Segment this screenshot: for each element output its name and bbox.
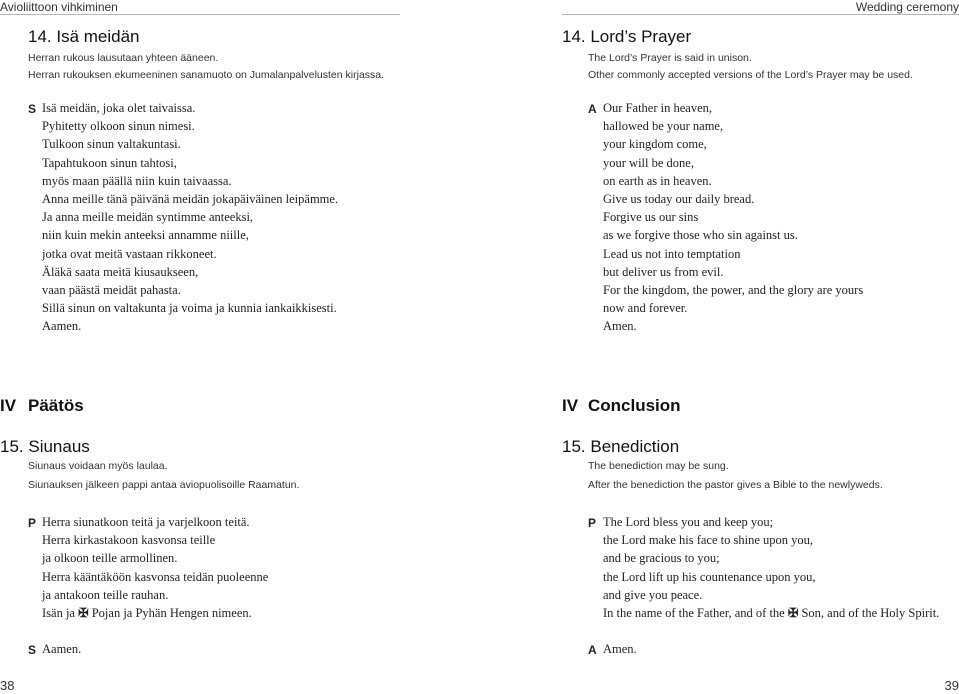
prayer-line: Tapahtukoon sinun tahtosi, — [42, 155, 177, 170]
benediction-line: ja olkoon teille armollinen. — [42, 551, 178, 566]
prayer-line: Sillä sinun on valtakunta ja voima ja kunnia iankaikkisesti. — [42, 301, 337, 316]
right-page — [480, 0, 959, 694]
rubric: The Lord’s Prayer is said in unison. — [588, 52, 752, 64]
part-title: Conclusion — [588, 396, 681, 415]
speaker-role: P — [588, 516, 597, 530]
running-header-left: Avioliittoon vihkiminen — [0, 0, 118, 14]
rubric: After the benediction the pastor gives a Bible to the newlyweds. — [588, 479, 883, 491]
benediction-text — [603, 513, 939, 622]
rubric: Herran rukouksen ekumeeninen sanamuoto on Jumalanpalvelusten kirjassa. — [28, 69, 385, 81]
cross-icon: ✠ — [787, 606, 799, 621]
prayer-line: jotka ovat meitä vastaan rikkoneet. — [42, 246, 217, 261]
part-title: Päätös — [28, 396, 84, 415]
cross-icon: ✠ — [78, 606, 89, 621]
response-text: Amen. — [603, 642, 637, 656]
line-part: In the name of the Father, and of the — [603, 606, 785, 621]
speaker-role: P — [28, 516, 37, 530]
prayer-line: your will be done, — [603, 155, 694, 170]
prayer-line: now and forever. — [603, 301, 688, 316]
section-title: 14. Isä meidän — [28, 27, 140, 46]
rubric: Other commonly accepted versions of the Lord’s Prayer may be used. — [588, 69, 913, 81]
prayer-line: hallowed be your name, — [603, 119, 724, 134]
prayer-line: Forgive us our sins — [603, 210, 699, 225]
benediction-line: Herra kääntäköön kasvonsa teidän puoleenne — [42, 569, 269, 584]
prayer-line: Our Father in heaven, — [603, 101, 712, 115]
benediction-line-trinitarian — [42, 604, 268, 622]
speaker-role: S — [28, 643, 37, 657]
prayer-line: myös maan päällä niin kuin taivaassa. — [42, 173, 232, 188]
prayer-line: as we forgive those who sin against us. — [603, 228, 798, 243]
benediction-line: and be gracious to you; — [603, 551, 720, 566]
prayer-line: niin kuin mekin anteeksi annamme niille, — [42, 228, 249, 243]
prayer-line: Anna meille tänä päivänä meidän jokapäiväinen leipämme. — [42, 192, 339, 207]
section-title: 14. Lord’s Prayer — [562, 27, 692, 46]
rubric: Herran rukous lausutaan yhteen ääneen. — [28, 52, 219, 64]
part-numeral: IV — [0, 396, 17, 415]
benediction-line: the Lord make his face to shine upon you, — [603, 533, 814, 548]
speaker-role: A — [588, 643, 597, 657]
rubric: The benediction may be sung. — [588, 460, 729, 472]
page-number: 38 — [0, 678, 15, 693]
prayer-line: Äläkä saata meitä kiusaukseen, — [42, 264, 199, 279]
page-number: 39 — [944, 678, 959, 693]
prayer-line: Isä meidän, joka olet taivaissa. — [42, 101, 196, 115]
running-header-right: Wedding ceremony — [855, 0, 959, 14]
speaker-role: A — [588, 102, 597, 116]
prayer-line: Amen. — [603, 319, 637, 334]
benediction-line: the Lord lift up his countenance upon you, — [603, 569, 816, 584]
benediction-line: Herra kirkastakoon kasvonsa teille — [42, 533, 216, 548]
line-part: Son, and of the Holy Spirit. — [801, 606, 940, 621]
prayer-line: Lead us not into temptation — [603, 246, 741, 261]
benediction-line: Herra siunatkoon teitä ja varjelkoon teitä. — [42, 515, 250, 529]
benediction-line: ja antakoon teille rauhan. — [42, 587, 169, 602]
section-title: 15. Siunaus — [0, 437, 90, 456]
prayer-line: your kingdom come, — [603, 137, 707, 152]
prayer-line: Aamen. — [42, 319, 82, 334]
prayer-line: Pyhitetty olkoon sinun nimesi. — [42, 119, 195, 134]
section-title: 15. Benediction — [562, 437, 680, 456]
benediction-text — [42, 513, 268, 622]
benediction-line: and give you peace. — [603, 587, 703, 602]
prayer-line: vaan päästä meidät pahasta. — [42, 283, 181, 298]
benediction-line-trinitarian — [603, 604, 939, 622]
prayer-line: For the kingdom, the power, and the glory are yours — [603, 283, 864, 298]
prayer-line: but deliver us from evil. — [603, 264, 724, 279]
speaker-role: S — [28, 102, 37, 116]
prayer-line: on earth as in heaven. — [603, 173, 712, 188]
prayer-line: Give us today our daily bread. — [603, 192, 755, 207]
prayer-text — [603, 99, 863, 336]
part-numeral: IV — [562, 396, 579, 415]
prayer-text — [42, 99, 338, 336]
rubric: Siunauksen jälkeen pappi antaa aviopuolisoille Raamatun. — [28, 479, 300, 491]
response-text: Aamen. — [42, 642, 82, 656]
line-part: Pojan ja Pyhän Hengen nimeen. — [91, 606, 252, 621]
prayer-line: Tulkoon sinun valtakuntasi. — [42, 137, 181, 152]
line-part: Isän ja — [42, 606, 75, 621]
benediction-line: The Lord bless you and keep you; — [603, 515, 774, 529]
prayer-line: Ja anna meille meidän syntimme anteeksi, — [42, 210, 254, 225]
rubric: Siunaus voidaan myös laulaa. — [28, 460, 168, 472]
